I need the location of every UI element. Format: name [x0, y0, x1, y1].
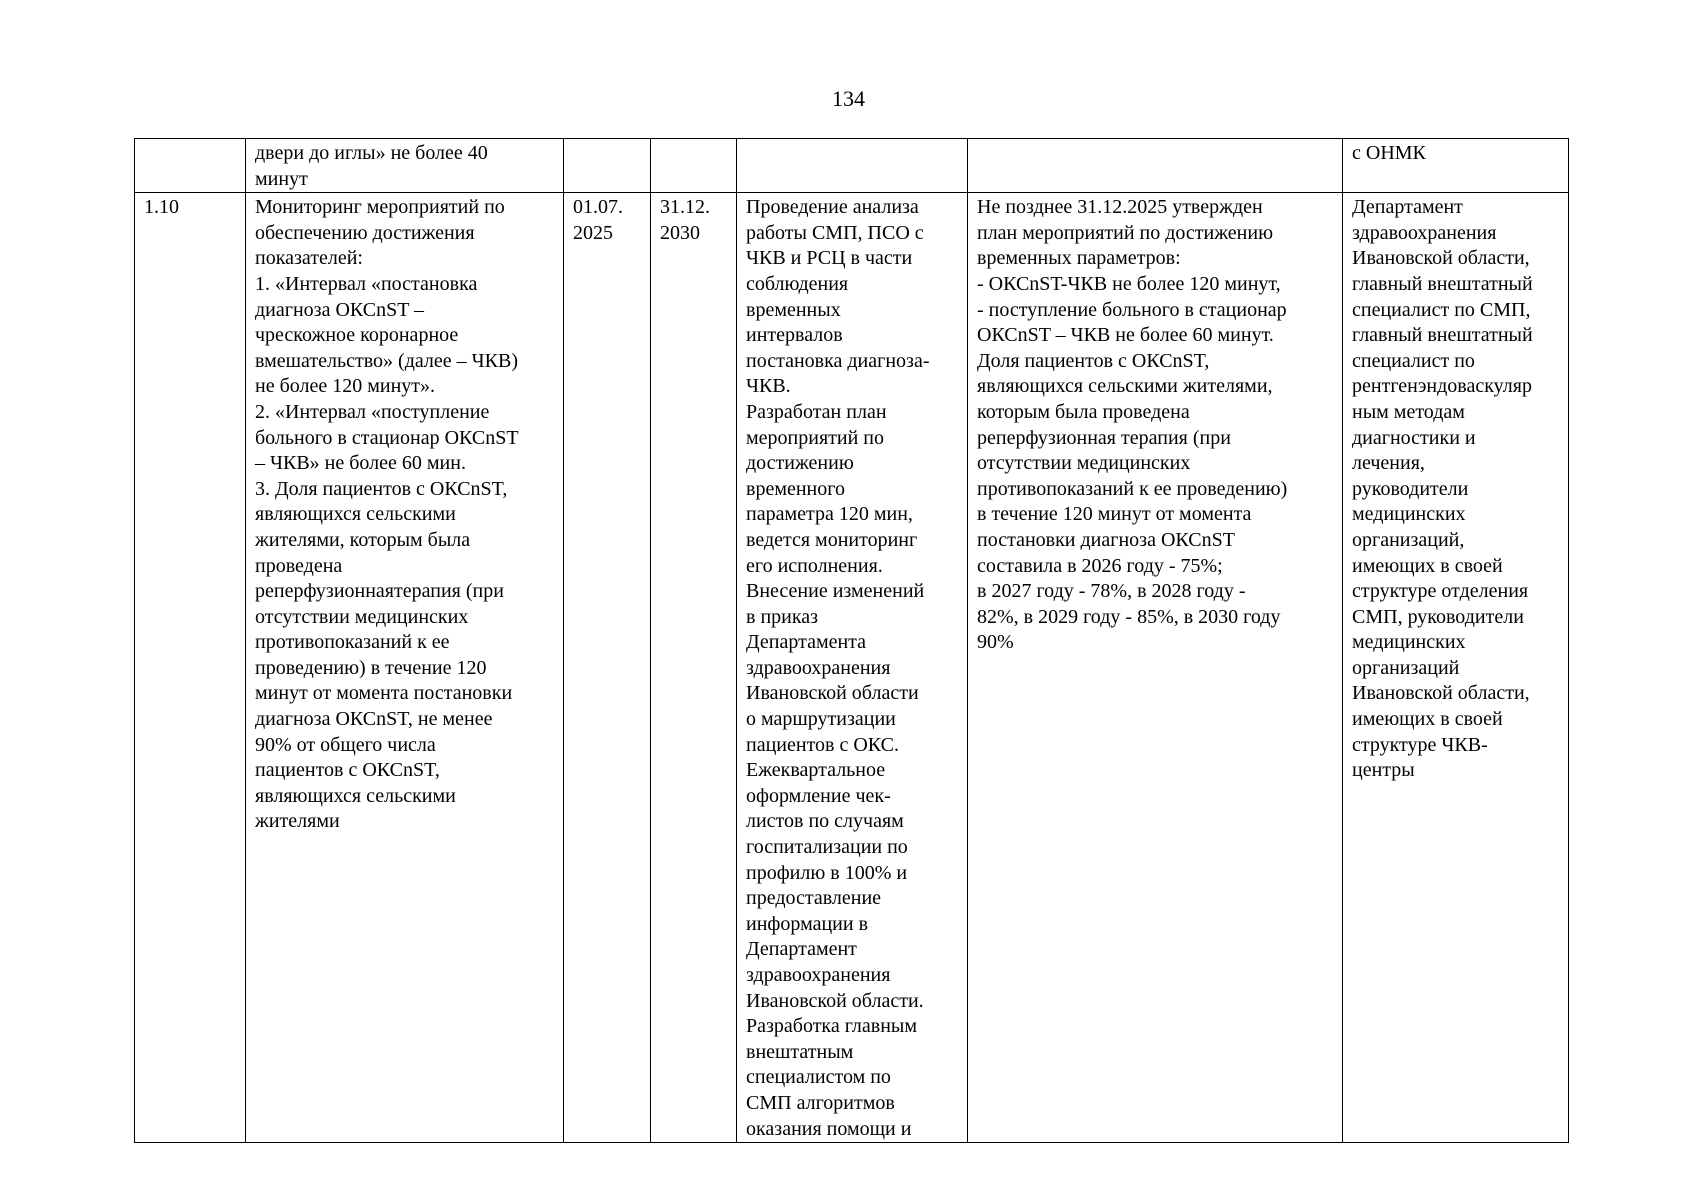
end-date-cell [651, 139, 737, 193]
cell-line: организаций [1352, 656, 1460, 679]
cell-line: Ивановской области [746, 682, 919, 705]
cell-line: план мероприятий по достижению [977, 221, 1274, 244]
cell-line: пациентов с ОКС. [746, 733, 899, 756]
cell-line: ЧКВ и РСЦ в части [746, 247, 913, 270]
cell-line: в приказ [746, 605, 819, 628]
cell-line: постановки диагноза ОКСnST [977, 528, 1235, 551]
cell-line: СМП алгоритмов [746, 1091, 895, 1114]
cell-line: 2030 [660, 221, 700, 244]
cell-line: ЧКВ. [746, 375, 791, 398]
cell-line: имеющих в своей [1352, 708, 1503, 731]
cell-line: рентгенэндоваскуляр [1352, 375, 1532, 398]
cell-line: противопоказаний к ее проведению) [977, 477, 1288, 500]
cell-line: внештатным [746, 1040, 854, 1063]
end-date-cell [651, 193, 737, 1143]
description-cell [737, 193, 968, 1143]
cell-line: Департамента [746, 631, 867, 654]
cell-line: Проведение анализа [746, 196, 919, 219]
cell-line: 01.07. [573, 196, 623, 219]
cell-line: составила в 2026 году - 75%; [977, 554, 1223, 577]
cell-line: Департамент [1352, 196, 1463, 219]
cell-line: организаций, [1352, 528, 1465, 551]
cell-line: листов по случаям [746, 810, 904, 833]
cell-line: не более 120 минут». [255, 375, 436, 398]
cell-line: медицинских [1352, 503, 1466, 526]
cell-line: структуре ЧКВ- [1352, 733, 1488, 756]
cell-line: в 2027 году - 78%, в 2028 году - [977, 580, 1246, 603]
cell-line: временных параметров: [977, 247, 1181, 270]
cell-line: диагноза ОКСnST, не менее [255, 708, 493, 731]
cell-line: Ивановской области, [1352, 247, 1530, 270]
cell-line: соблюдения [746, 272, 849, 295]
cell-line: временного [746, 477, 845, 500]
cell-line: 1. «Интервал «постановка [255, 272, 478, 295]
cell-line: здравоохранения [746, 656, 891, 679]
cell-line: обеспечению достижения [255, 221, 475, 244]
cell-line: являющихся сельскими жителями, [977, 375, 1273, 398]
cell-line: отсутствии медицинских [255, 605, 469, 628]
cell-line: противопоказаний к ее [255, 631, 450, 654]
cell-line: структуре отделения [1352, 580, 1529, 603]
cell-line: оформление чек- [746, 784, 891, 807]
cell-line: ОКСnST – ЧКВ не более 60 минут. [977, 324, 1274, 347]
cell-line: 31.12. [660, 196, 710, 219]
cell-line: работы СМП, ПСО с [746, 221, 924, 244]
cell-line: оказания помощи и [746, 1117, 912, 1140]
cell-line: достижению [746, 452, 854, 475]
cell-line: Департамент [746, 938, 857, 961]
cell-line: его исполнения. [746, 554, 883, 577]
cell-line: Ежеквартальное [746, 759, 886, 782]
cell-line: реперфузионная терапия (при [977, 426, 1231, 449]
cell-line: 82%, в 2029 году - 85%, в 2030 году [977, 605, 1281, 628]
cell-line: Мониторинг мероприятий по [255, 196, 505, 219]
result-cell [968, 139, 1343, 193]
cell-line: минут [255, 167, 308, 190]
start-date-cell [564, 139, 651, 193]
cell-line: интервалов [746, 324, 843, 347]
cell-line: Внесение изменений [746, 580, 925, 603]
cell-line: предоставление [746, 887, 882, 910]
cell-line: диагностики и [1352, 426, 1476, 449]
cell-line: - поступление больного в стационар [977, 298, 1287, 321]
cell-line: отсутствии медицинских [977, 452, 1191, 475]
cell-line: здравоохранения [746, 964, 891, 986]
cell-line: вмешательство» (далее – ЧКВ) [255, 349, 518, 372]
item-number-cell [135, 139, 246, 193]
cell-line: двери до иглы» не более 40 [255, 142, 488, 164]
cell-line: 2025 [573, 221, 613, 244]
cell-line: главный внештатный [1352, 272, 1533, 295]
cell-line: имеющих в своей [1352, 554, 1503, 577]
cell-line: больного в стационар ОКСnST [255, 426, 519, 449]
responsible-cell [1343, 193, 1569, 1143]
cell-line: Разработка главным [746, 1015, 918, 1038]
cell-line: Доля пациентов с ОКСnST, [977, 349, 1210, 372]
cell-line: здравоохранения [1352, 221, 1497, 244]
cell-line: 90% [977, 631, 1014, 654]
item-number-cell: 1.10 [135, 193, 246, 1143]
cell-line: Разработан план [746, 400, 887, 423]
event-cell [246, 193, 564, 1143]
cell-line: проведена [255, 554, 343, 577]
cell-line: параметра 120 мин, [746, 503, 913, 526]
cell-line: 90% от общего числа [255, 733, 436, 756]
cell-line: информации в [746, 912, 869, 935]
cell-line: специалистом по [746, 1066, 891, 1089]
cell-line: диагноза ОКСnST – [255, 298, 425, 321]
cell-line: ведется мониторинг [746, 528, 918, 551]
cell-line: проведению) в течение 120 [255, 656, 487, 679]
description-cell [737, 139, 968, 193]
cell-line: профилю в 100% и [746, 861, 908, 884]
cell-line: временных [746, 298, 841, 321]
cell-line: пациентов с ОКСnST, [255, 759, 440, 782]
cell-line: специалист по [1352, 349, 1475, 372]
cell-line: центры [1352, 759, 1415, 782]
table-row [135, 193, 1569, 1143]
cell-line: медицинских [1352, 631, 1466, 654]
start-date-cell [564, 193, 651, 1143]
result-cell [968, 193, 1343, 1143]
cell-line: реперфузионнаятерапия (при [255, 580, 504, 603]
cell-line: СМП, руководители [1352, 605, 1524, 628]
cell-line: – ЧКВ» не более 60 мин. [255, 452, 466, 475]
responsible-cell [1343, 139, 1569, 193]
cell-line: являющихся сельскими [255, 784, 456, 807]
cell-line: лечения, [1352, 452, 1425, 475]
cell-line: которым была проведена [977, 400, 1190, 423]
cell-line: 3. Доля пациентов с ОКСnST, [255, 477, 508, 500]
cell-line: 2. «Интервал «поступление [255, 400, 490, 423]
cell-line: жителями [255, 810, 340, 833]
cell-line: Ивановской области, [1352, 682, 1530, 705]
cell-line: госпитализации по [746, 836, 908, 859]
cell-line: мероприятий по [746, 426, 884, 449]
table-row [135, 139, 1569, 193]
cell-line: минут от момента постановки [255, 682, 513, 705]
cell-line: являющихся сельскими [255, 503, 456, 526]
cell-line: в течение 120 минут от момента [977, 503, 1252, 526]
cell-line: жителями, которым была [255, 528, 471, 551]
cell-line: ным методам [1352, 400, 1465, 423]
cell-line: Не позднее 31.12.2025 утвержден [977, 196, 1263, 219]
cell-line: Ивановской области. [746, 989, 924, 1012]
measures-table [134, 138, 1569, 1143]
cell-line: - ОКСnST-ЧКВ не более 120 минут, [977, 272, 1281, 295]
cell-line: главный внештатный [1352, 324, 1533, 347]
cell-line: показателей: [255, 247, 363, 270]
cell-line: чрескожное коронарное [255, 324, 459, 347]
cell-line: с ОНМК [1352, 142, 1426, 164]
event-cell [246, 139, 564, 193]
cell-line: постановка диагноза- [746, 349, 930, 372]
cell-line: руководители [1352, 477, 1469, 500]
page-number: 134 [832, 86, 865, 111]
cell-line: специалист по СМП, [1352, 298, 1531, 321]
cell-line: о маршрутизации [746, 708, 896, 731]
